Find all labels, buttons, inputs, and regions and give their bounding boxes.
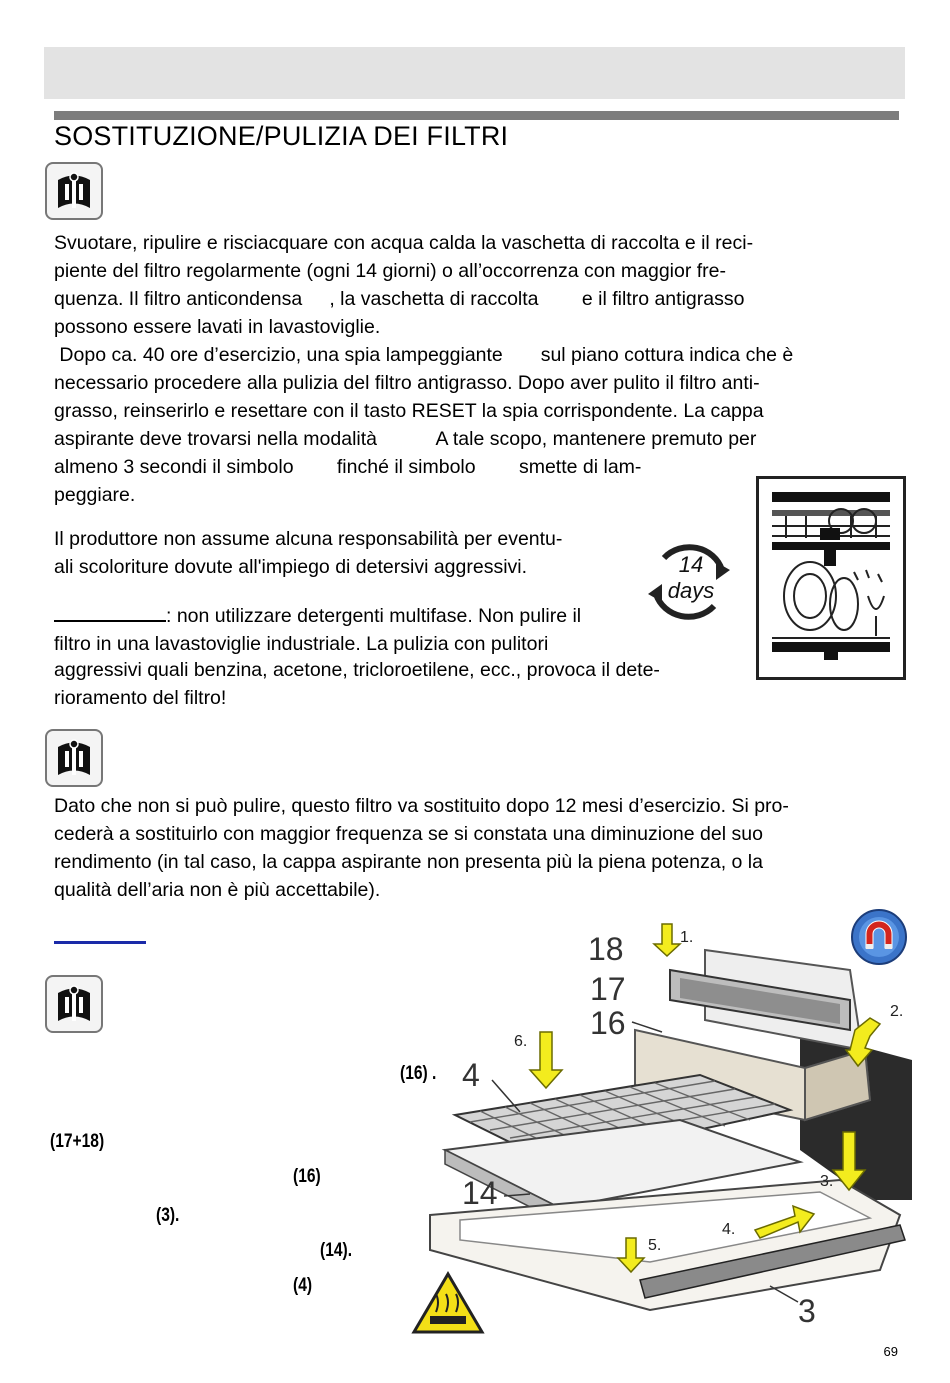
header-band	[44, 47, 905, 99]
info-manual-icon	[45, 975, 103, 1033]
text-line: Dato che non si può pulire, questo filtro va sostituito dopo 12 mesi d’esercizio. Si pro-	[54, 795, 789, 817]
text-line: aggressivi quali benzina, acetone, tricloroetilene, ecc., provoca il dete-	[54, 659, 660, 681]
warning-text	[54, 600, 639, 658]
page-number: 69	[883, 1344, 898, 1359]
text-line: cederà a sostituirlo con maggior frequenza se si constata una diminuzione del suo	[54, 823, 763, 845]
section1-text-narrow	[54, 453, 747, 509]
step-number: 3.	[820, 1173, 834, 1190]
ref-label: (17+18)	[50, 1131, 105, 1152]
magnet-icon	[852, 910, 906, 964]
text-line: Dopo ca. 40 ore d’esercizio, una spia lampeggiante sul piano cottura indica che è	[54, 344, 794, 366]
step-number: 5.	[648, 1237, 662, 1254]
part-number: 4	[462, 1057, 480, 1093]
dishwasher-icon	[756, 476, 906, 680]
text-line: aspirante deve trovarsi nella modalità A tale scopo, mantenere premuto per	[54, 428, 757, 450]
blank-line	[54, 600, 166, 622]
filter-assembly-figure	[400, 900, 912, 1338]
text-line: possono essere lavati in lavastoviglie.	[54, 316, 381, 338]
14-days-cycle-icon	[644, 540, 734, 624]
warning-first-line: : non utilizzare detergenti multifase. Non pulire il	[166, 605, 582, 627]
part-number: 14	[462, 1175, 498, 1211]
warning-text-wide	[54, 656, 747, 712]
text-line: Svuotare, ripulire e risciacquare con acqua calda la vaschetta di raccolta e il reci-	[54, 232, 754, 254]
title-rule	[54, 111, 899, 120]
link-underline	[54, 941, 146, 944]
part-number: 18	[588, 931, 624, 967]
info-manual-icon	[45, 729, 103, 787]
text-line: qualità dell’aria non è più accettabile).	[54, 879, 381, 901]
note-text	[54, 525, 639, 581]
info-manual-icon	[45, 162, 103, 220]
step-number: 2.	[890, 1003, 904, 1020]
step-number: 1.	[680, 929, 694, 946]
text-line: peggiare.	[54, 484, 136, 506]
step-number: 4.	[722, 1221, 736, 1238]
text-line: necessario procedere alla pulizia del filtro antigrasso. Dopo aver pulito il filtro anti-	[54, 372, 760, 394]
ref-label: (16)	[293, 1166, 321, 1187]
page-title: SOSTITUZIONE/PULIZIA DEI FILTRI	[54, 121, 509, 151]
hot-surface-warning-icon	[414, 1274, 482, 1332]
text-line: quenza. Il filtro anticondensa , la vaschetta di raccolta e il filtro antigrasso	[54, 288, 745, 310]
step-number: 6.	[514, 1033, 528, 1050]
badge-unit: days	[667, 578, 715, 603]
text-line	[54, 600, 639, 630]
part-number: 16	[590, 1005, 626, 1041]
text-line: Il produttore non assume alcuna responsabilità per eventu-	[54, 528, 563, 550]
text-line: almeno 3 secondi il simbolo finché il simbolo smette di lam-	[54, 456, 642, 478]
ref-label: (14).	[320, 1240, 353, 1261]
text-line: filtro in una lavastoviglie industriale. La pulizia con pulitori	[54, 633, 549, 655]
ref-label: (4)	[293, 1275, 313, 1296]
text-line: piente del filtro regolarmente (ogni 14 giorni) o all’occorrenza con maggior fre-	[54, 260, 727, 282]
text-line: rendimento (in tal caso, la cappa aspirante non presenta più la piena potenza, o la	[54, 851, 763, 873]
section1-text	[54, 229, 899, 453]
section2-text	[54, 792, 899, 904]
badge-number: 14	[678, 552, 704, 577]
ref-label: (16) .	[400, 1063, 437, 1084]
text-line: ali scoloriture dovute all'impiego di detersivi aggressivi.	[54, 556, 528, 578]
part-number: 3	[798, 1293, 816, 1329]
part-number: 17	[590, 971, 626, 1007]
ref-label: (3).	[156, 1205, 180, 1226]
text-line: grasso, reinserirlo e resettare con il tasto RESET la spia corrispondente. La cappa	[54, 400, 764, 422]
text-line: rioramento del filtro!	[54, 687, 227, 709]
